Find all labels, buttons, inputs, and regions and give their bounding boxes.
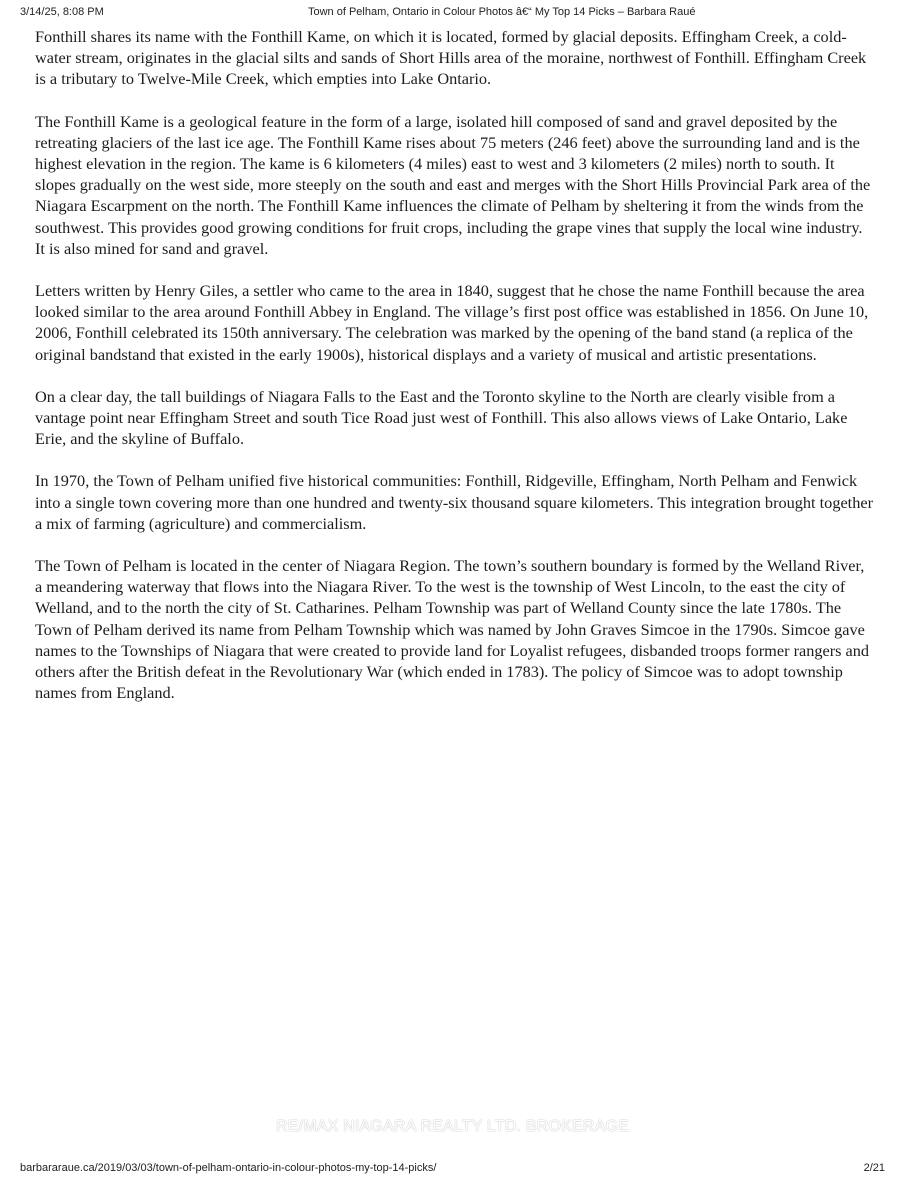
paragraph-town-location: The Town of Pelham is located in the center of Niagara Region. The town’s southern boundary is formed by the Welland River, a meandering waterway that flows into the Niagara River. To the west is the township of West Lincoln, to the east the city of Welland, and to the north the city of St. Catharines. Pelham Township was part of Welland County since the late 1780s. The Town of Pelham derived its name from Pelham Township which was named by John Graves Simcoe in the 1790s. Simcoe gave names to the Townships of Niagara that were created to provide land for Loyalist refugees, disbanded troops former rangers and others after the British defeat in the Revolutionary War (which ended in 1783). The policy of Simcoe was to adopt township names from England. [35, 556, 870, 703]
print-url: barbararaue.ca/2019/03/03/town-of-pelham-ontario-in-colour-photos-my-top-14-picks/ [20, 1162, 437, 1174]
page-number: 2/21 [863, 1162, 885, 1174]
paragraph-henry-giles: Letters written by Henry Giles, a settler who came to the area in 1840, suggest that he chose the name Fonthill because the area looked similar to the area around Fonthill Abbey in England. The village’s first post office was established in 1856. On June 10, 2006, Fonthill celebrated its 150th anniversary. The celebration was marked by the opening of the band stand (a replica of the original bandstand that existed in the early 1900s), historical displays and a variety of musical and artistic presentations. [35, 281, 869, 364]
print-header [20, 6, 885, 22]
article-body [35, 26, 875, 724]
paragraph-clear-day-views: On a clear day, the tall buildings of Niagara Falls to the East and the Toronto skyline to the North are clearly visible from a vantage point near Effingham Street and south Tice Road just west of Fonthill. This also allows views of Lake Ontario, Lake Erie, and the skyline of Buffalo. [35, 386, 848, 449]
print-footer [20, 1162, 885, 1178]
paragraph-fonthill-name: Fonthill shares its name with the Fonthill Kame, on which it is located, formed by glacial deposits. Effingham Creek, a cold-water stream, originates in the glacial silts and sands of Short Hills area of the moraine, northwest of Fonthill. Effingham Creek is a tributary to Twelve-Mile Creek, which empties into Lake Ontario. [35, 27, 867, 89]
paragraph-1970-unification: In 1970, the Town of Pelham unified five historical communities: Fonthill, Ridgeville, Effingham, North Pelham and Fenwick into a single town covering more than one hundred and twenty-six thousand square kilometers. This integration brought together a mix of farming (agriculture) and commercialism. [35, 471, 873, 533]
print-date: 3/14/25, 8:08 PM [20, 6, 104, 18]
print-page-title: Town of Pelham, Ontario in Colour Photos â€“ My Top 14 Picks – Barbara Raué [308, 6, 696, 18]
brokerage-watermark: RE/MAX NIAGARA REALTY LTD. BROKERAGE [275, 1118, 630, 1135]
paragraph-fonthill-kame: The Fonthill Kame is a geological feature in the form of a large, isolated hill composed of sand and gravel deposited by the retreating glaciers of the last ice age. The Fonthill Kame rises about 75 meters (246 feet) above the surrounding land and is the highest elevation in the region. The kame is 6 kilometers (4 miles) east to west and 3 kilometers (2 miles) north to south. It slopes gradually on the west side, more steeply on the south and east and merges with the Short Hills Provincial Park area of the Niagara Escarpment on the north. The Fonthill Kame influences the climate of Pelham by sheltering it from the winds from the southwest. This provides good growing conditions for fruit crops, including the grape vines that supply the local wine industry. It is also mined for sand and gravel. [35, 111, 871, 258]
